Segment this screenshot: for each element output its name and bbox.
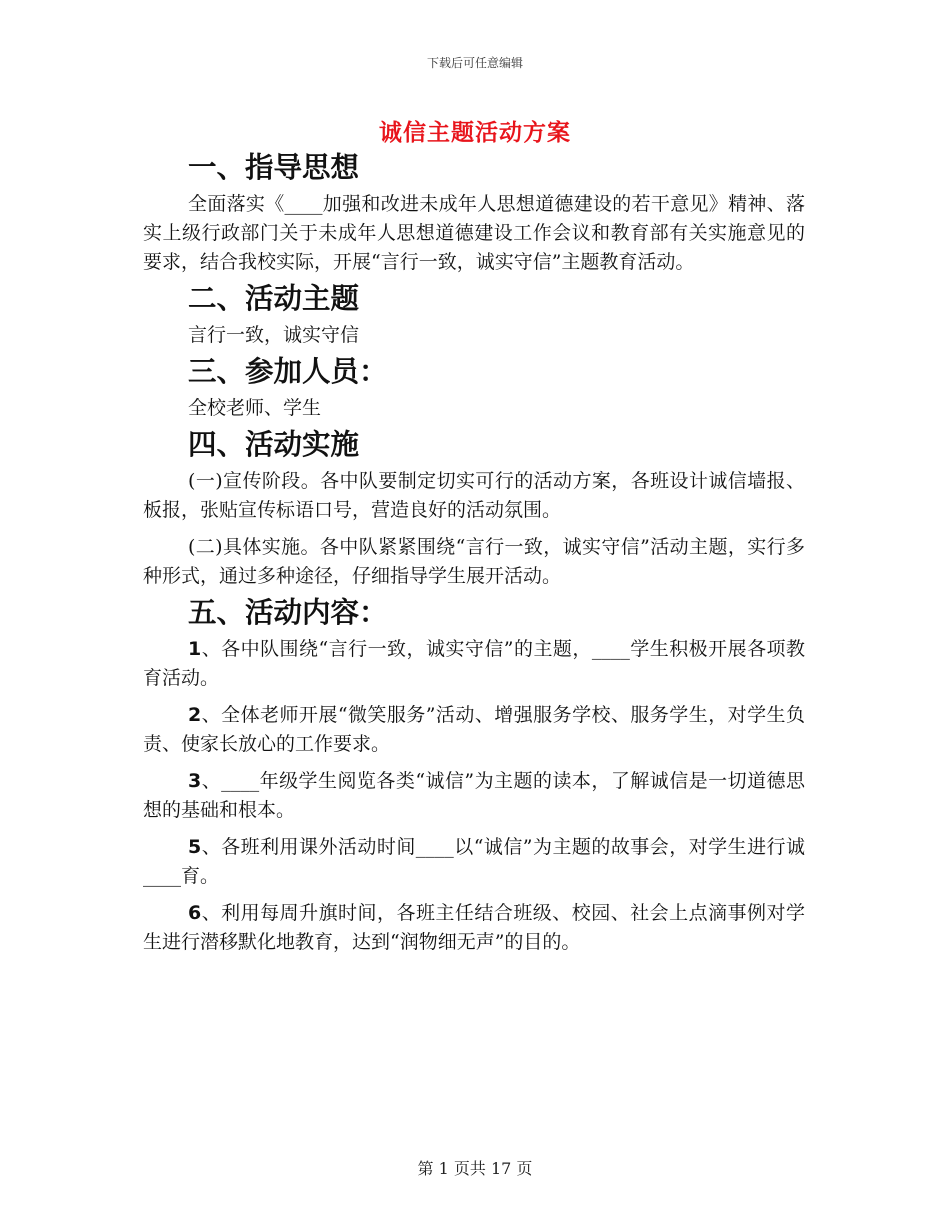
list-item-text: 、全体老师开展“微笑服务”活动、增强服务学校、服务学生，对学生负责、使家长放心的工作要求。 xyxy=(143,704,805,755)
list-item xyxy=(143,701,805,759)
section-heading: 二、活动主题 xyxy=(188,282,360,315)
body-paragraph: 言行一致，诚实守信 xyxy=(188,324,360,346)
body-paragraph: (一)宣传阶段。各中队要制定切实可行的活动方案，各班设计诚信墙报、板报，张贴宣传标语口号，营造良好的活动氛围。 xyxy=(143,470,805,521)
list-item-number: 5 xyxy=(188,836,202,858)
section-heading: 四、活动实施 xyxy=(188,428,360,461)
list-item-text: 、各中队围绕“言行一致，诚实守信”的主题，____学生积极开展各项教育活动。 xyxy=(143,638,805,689)
list-item-text: 、利用每周升旗时间，各班主任结合班级、校园、社会上点滴事例对学生进行潜移默化地教育，达到“润物细无声”的目的。 xyxy=(143,902,805,953)
body-paragraph: 全面落实《____加强和改进未成年人思想道德建设的若干意见》精神、落实上级行政部门关于未成年人思想道德建设工作会议和教育部有关实施意见的要求，结合我校实际，开展“言行一致，诚实守信”主题教育活动。 xyxy=(143,193,805,273)
list-item xyxy=(143,635,805,693)
list-item-number: 2 xyxy=(188,704,202,726)
page-header: 下载后可任意编辑 xyxy=(426,56,523,70)
list-item-number: 3 xyxy=(188,770,202,792)
list-item xyxy=(143,899,805,957)
list-item-text: 、各班利用课外活动时间____以“诚信”为主题的故事会，对学生进行诚____育。 xyxy=(143,836,805,887)
section-heading: 五、活动内容： xyxy=(188,596,388,629)
list-item xyxy=(143,767,805,825)
body-paragraph: 全校老师、学生 xyxy=(188,397,322,419)
body-paragraph: (二)具体实施。各中队紧紧围绕“言行一致，诚实守信”活动主题，实行多种形式，通过多种途径，仔细指导学生展开活动。 xyxy=(143,536,805,587)
page-footer: 第 1 页共 17 页 xyxy=(417,1159,533,1178)
list-item-text: 、____年级学生阅览各类“诚信”为主题的读本，了解诚信是一切道德思想的基础和根本。 xyxy=(143,770,805,821)
section-heading: 三、参加人员： xyxy=(188,355,388,388)
list-item xyxy=(143,833,805,891)
document-body xyxy=(143,151,805,965)
list-item-number: 6 xyxy=(188,902,202,924)
section-heading: 一、指导思想 xyxy=(188,151,360,184)
document-title: 诚信主题活动方案 xyxy=(379,120,571,146)
list-item-number: 1 xyxy=(188,638,202,660)
